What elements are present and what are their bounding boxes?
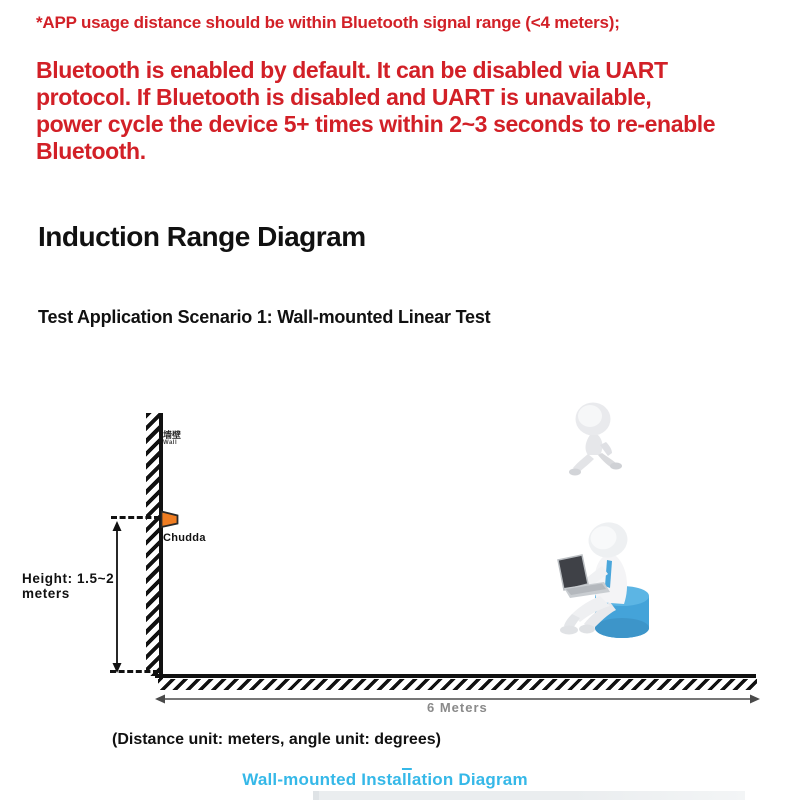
- warning-line: Bluetooth.: [36, 138, 146, 164]
- caption-overlined-ll: $\overline{ll}$: [401, 770, 412, 789]
- bluetooth-warning: [36, 57, 715, 165]
- warning-line: Bluetooth is enabled by default. It can be disabled via UART: [36, 57, 668, 83]
- sensor-label: Chudda: [163, 532, 206, 544]
- units-note: (Distance unit: meters, angle unit: degrees): [112, 731, 441, 748]
- walking-person-figure: [566, 402, 630, 480]
- height-dash-top: [111, 516, 160, 519]
- height-label: Height: 1.5~2 meters: [22, 571, 115, 601]
- warning-line: protocol. If Bluetooth is disabled and UART is unavailable,: [36, 84, 652, 110]
- app-distance-note: *APP usage distance should be within Bluetooth signal range (<4 meters);: [36, 13, 620, 32]
- wall-hatch: [146, 413, 159, 676]
- floor-line: [155, 674, 756, 678]
- sitting-person-figure: [552, 522, 660, 644]
- page-title: Induction Range Diagram: [38, 221, 366, 252]
- scenario-subtitle: Test Application Scenario 1: Wall-mounted Linear Test: [38, 307, 491, 327]
- floor-hatch: [158, 679, 757, 690]
- wall-sublabel: Wall: [163, 440, 178, 446]
- next-page-edge: [313, 791, 745, 800]
- wall-label: 墙壁 Wall: [163, 431, 189, 446]
- wall-line: [159, 413, 163, 679]
- warning-line: power cycle the device 5+ times within 2~3 seconds to re-enable: [36, 111, 716, 137]
- distance-label: 6 Meters: [427, 700, 488, 715]
- diagram-caption: Wall-mounted $Insta\overline{ll}ation$ Diagram: [242, 770, 528, 789]
- sensor-icon: [160, 510, 180, 530]
